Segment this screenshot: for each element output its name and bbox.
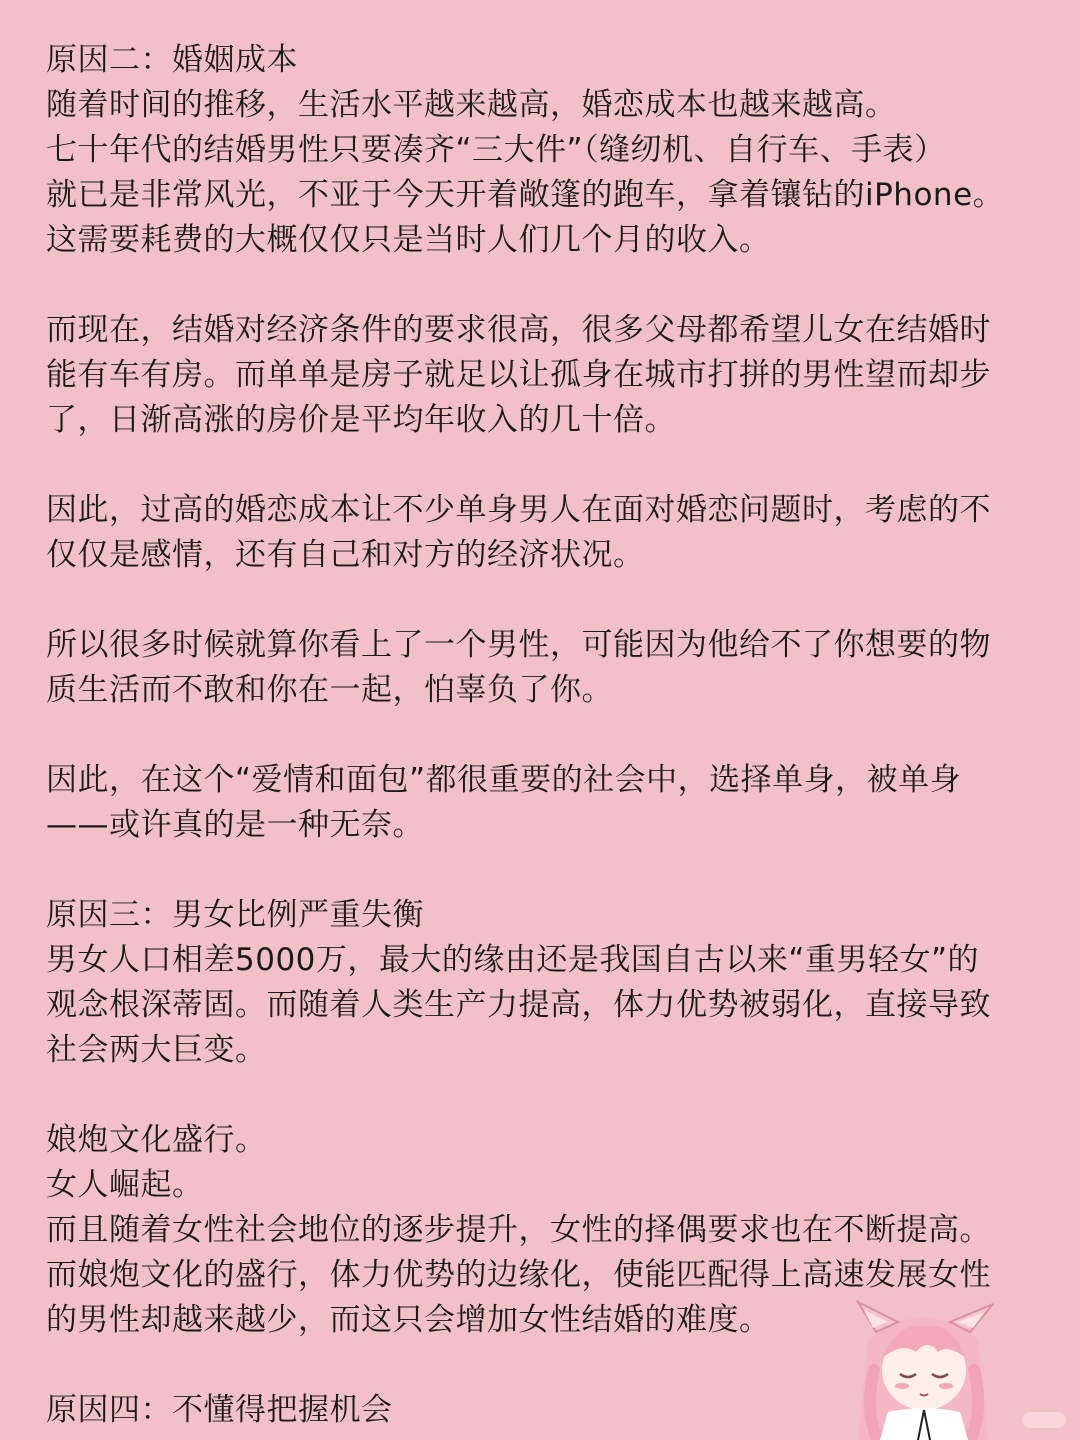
text-line: 因此，过高的婚恋成本让不少单身男人在面对婚恋问题时，考虑的不 [46,492,991,528]
text-line: 娘炮文化盛行。 [46,1122,267,1158]
paragraph-spacer [46,443,1036,488]
text-line: 随着时间的推移，生活水平越来越高，婚恋成本也越来越高。 [46,87,897,123]
paragraph-reason-two [46,38,1036,263]
text-line: 仅仅是感情，还有自己和对方的经济状况。 [46,537,645,573]
text-line: 男女人口相差5000万，最大的缘由还是我国自古以来“重男轻女”的 [46,942,980,978]
text-line: 而娘炮文化的盛行，体力优势的边缘化，使能匹配得上高速发展女性 [46,1257,991,1293]
text-line: 就已是非常风光，不亚于今天开着敞篷的跑车，拿着镶钻的iPhone。 [46,177,1005,213]
article-body [46,38,1036,1433]
section-heading-reason-three: 原因三：男女比例严重失衡 [46,897,424,933]
paragraph-reason-three [46,893,1036,1073]
section-heading-reason-two: 原因二：婚姻成本 [46,42,298,78]
text-line: 所以很多时候就算你看上了一个男性，可能因为他给不了你想要的物 [46,627,991,663]
text-line: 女人崛起。 [46,1167,204,1203]
text-line: 七十年代的结婚男性只要凑齐“三大件”（缝纫机、自行车、手表） [46,132,946,168]
paragraph-material-life [46,623,1036,713]
text-line: 了，日渐高涨的房价是平均年收入的几十倍。 [46,402,676,438]
anime-girl-mascot-icon [828,1300,1018,1440]
text-line: 的男性却越来越少，而这只会增加女性结婚的难度。 [46,1302,771,1338]
paragraph-spacer [46,263,1036,308]
text-line: 能有车有房。而单单是房子就足以让孤身在城市打拼的男性望而却步 [46,357,991,393]
paragraph-cost-impact [46,488,1036,578]
paragraph-spacer [46,1073,1036,1118]
paragraph-spacer [46,713,1036,758]
paragraph-spacer [46,578,1036,623]
paragraph-love-and-bread [46,758,1036,848]
text-line: 而且随着女性社会地位的逐步提升，女性的择偶要求也在不断提高。 [46,1212,991,1248]
paragraph-housing [46,308,1036,443]
text-line: 这需要耗费的大概仅仅只是当时人们几个月的收入。 [46,222,771,258]
text-line: 因此，在这个“爱情和面包”都很重要的社会中，选择单身，被单身 [46,762,962,798]
text-line: 观念根深蒂固。而随着人类生产力提高，体力优势被弱化，直接导致 [46,987,991,1023]
text-line: 社会两大巨变。 [46,1032,267,1068]
text-line: 而现在，结婚对经济条件的要求很高，很多父母都希望儿女在结婚时 [46,312,991,348]
paragraph-spacer [46,848,1036,893]
text-line: ——或许真的是一种无奈。 [46,807,424,843]
section-heading-reason-four: 原因四：不懂得把握机会 [46,1392,393,1428]
text-line: 质生活而不敢和你在一起，怕辜负了你。 [46,672,613,708]
watermark-badge [1022,1412,1066,1428]
